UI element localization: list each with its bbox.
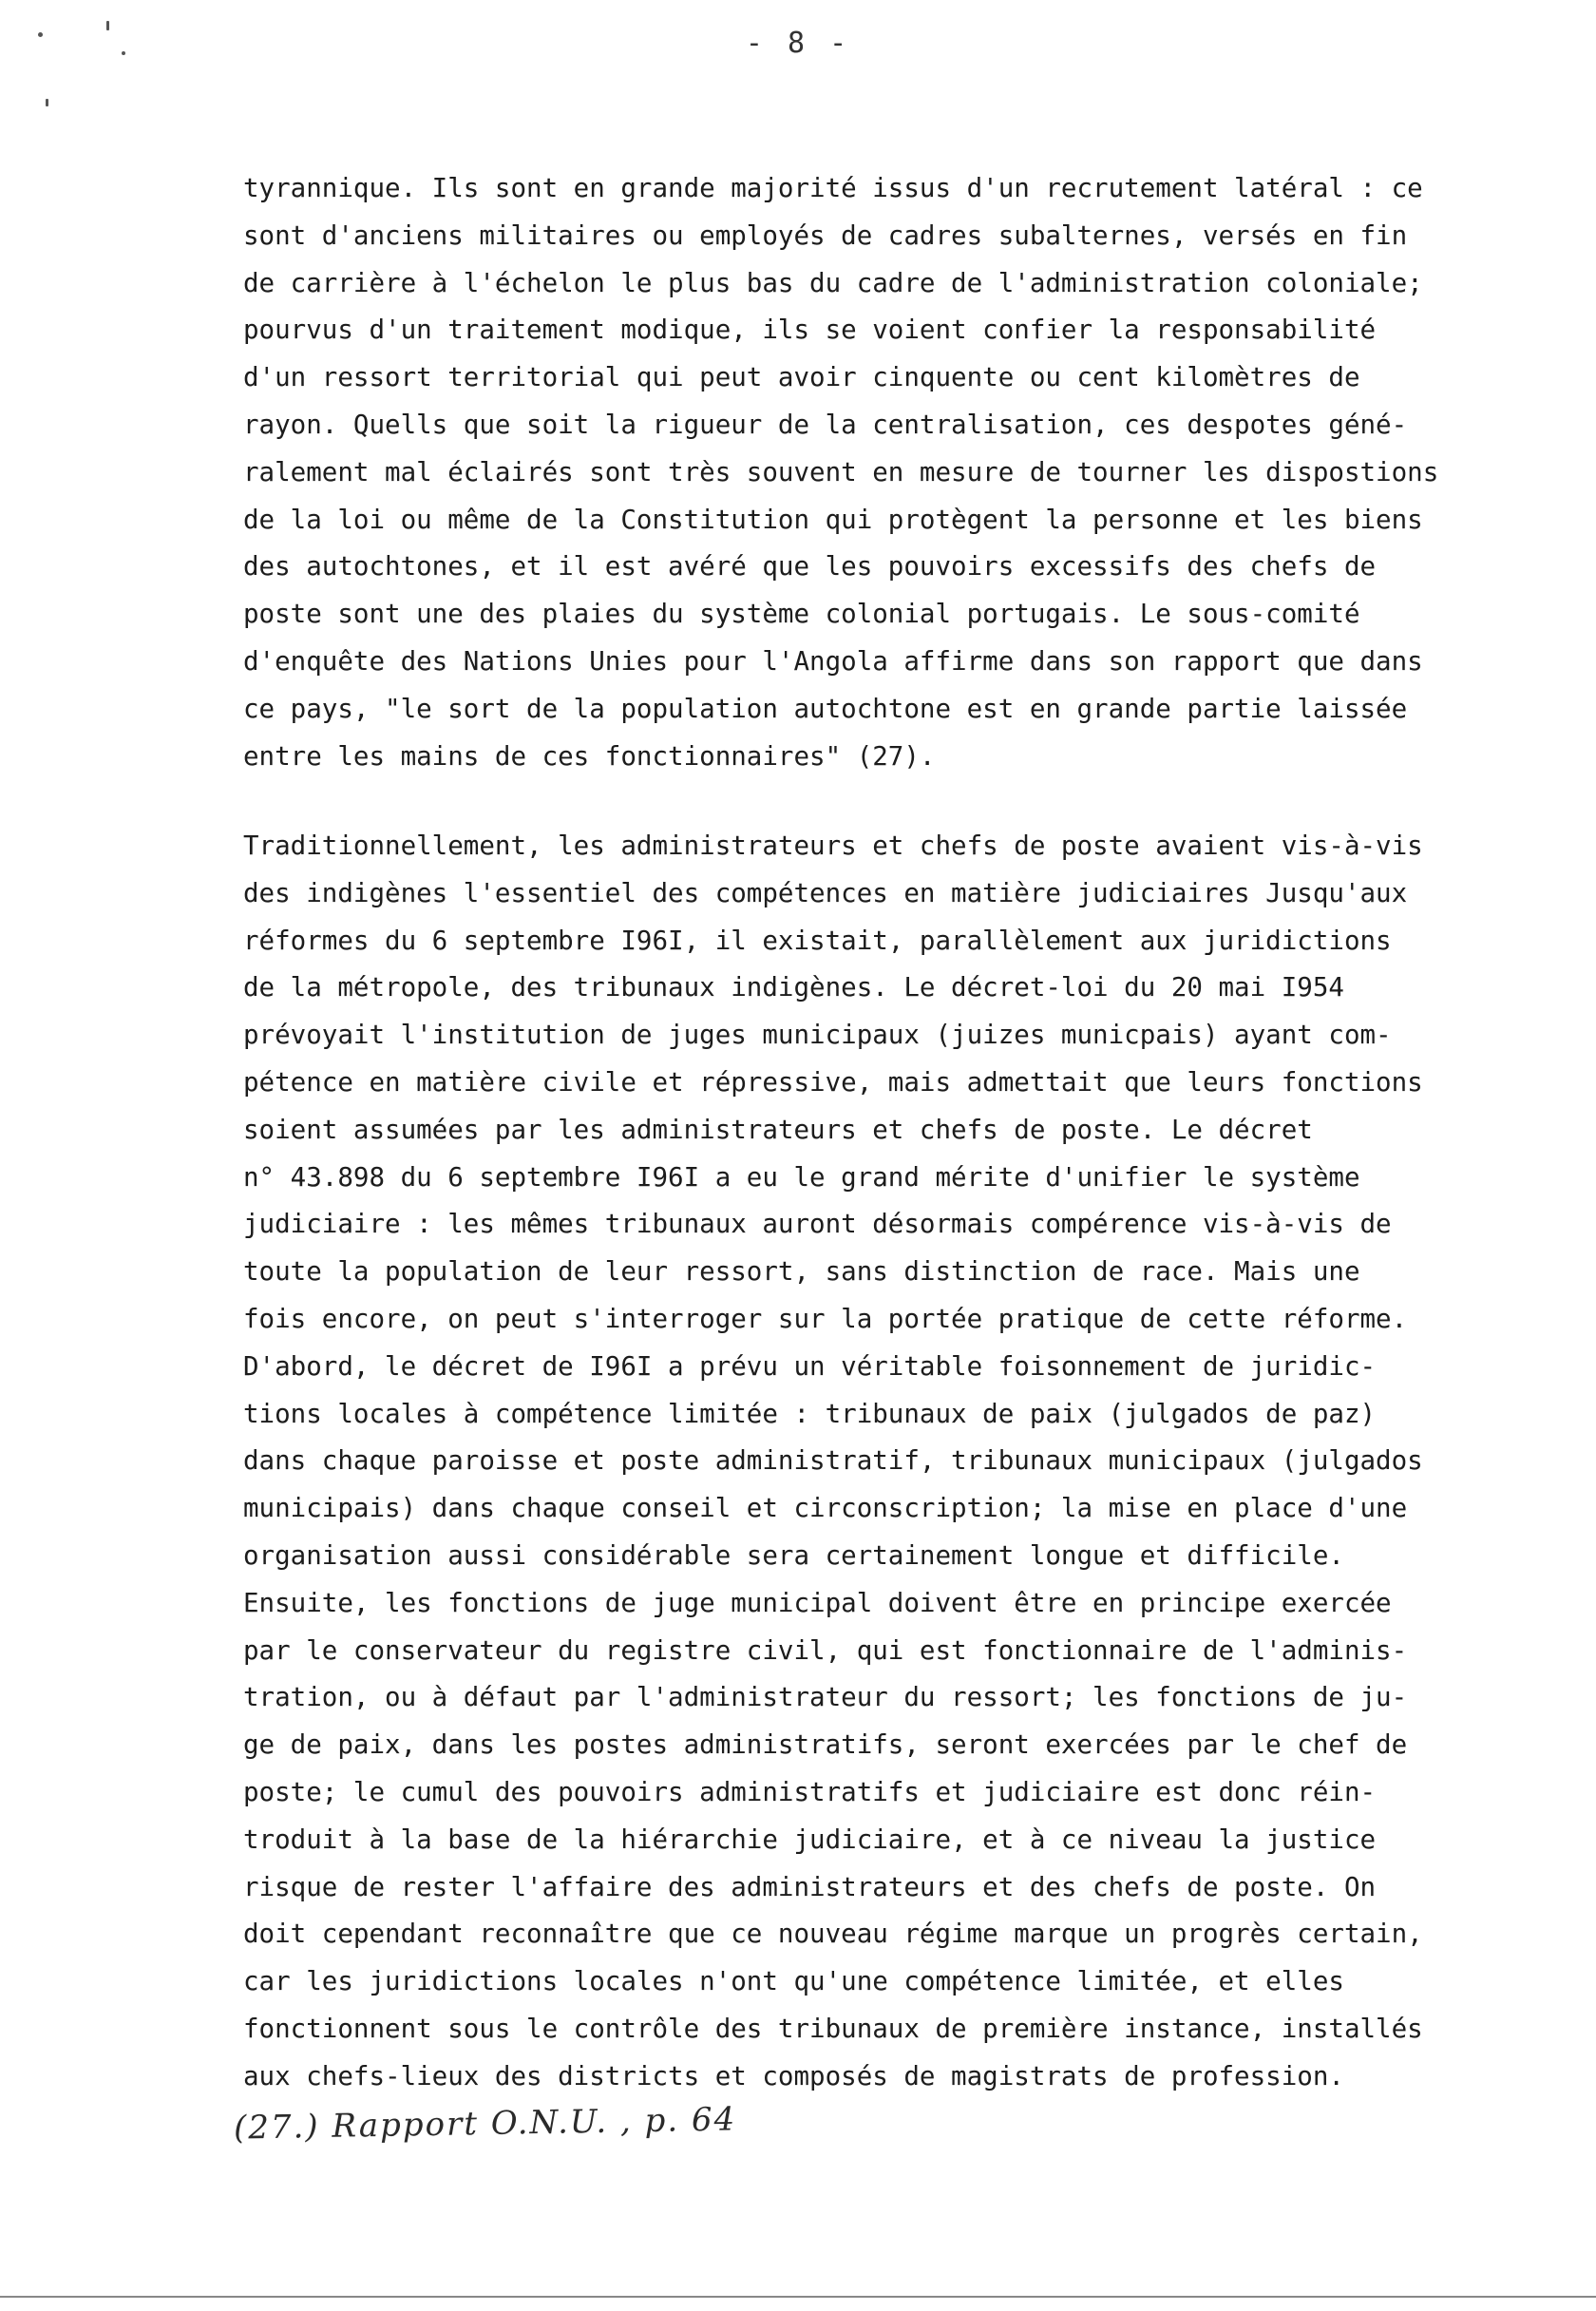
- text-line: doit cependant reconnaître que ce nouveau régime marque un progrès certain,: [243, 1919, 1423, 1950]
- text-line: prévoyait l'institution de juges municipaux (juizes municpais) ayant com-: [243, 1020, 1392, 1051]
- margin-speck: [106, 21, 109, 30]
- text-line: aux chefs-lieux des districts et composés de magistrats de profession.: [243, 2060, 1344, 2091]
- text-line: poste; le cumul des pouvoirs administratifs et judiciaire est donc réin-: [243, 1776, 1377, 1807]
- page-bottom-edge: [0, 2296, 1596, 2298]
- text-line: des autochtones, et il est avéré que les pouvoirs excessifs des chefs de: [243, 551, 1377, 583]
- text-line: des indigènes l'essentiel des compétences en matière judiciaires Jusqu'aux: [243, 877, 1408, 908]
- text-line: d'enquête des Nations Unies pour l'Angola affirme dans son rapport que dans: [243, 645, 1423, 677]
- text-line: D'abord, le décret de I96I a prévu un véritable foisonnement de juridic-: [243, 1350, 1377, 1382]
- handwritten-footnote: (27.) Rapport O.N.U. , p. 64: [233, 2100, 737, 2148]
- text-line: Traditionnellement, les administrateurs et chefs de poste avaient vis-à-vis: [243, 831, 1423, 861]
- text-line: judiciaire : les mêmes tribunaux auront désormais compérence vis-à-vis de: [243, 1209, 1392, 1240]
- paragraph-1: [243, 165, 1573, 780]
- text-line: de carrière à l'échelon le plus bas du cadre de l'administration coloniale;: [243, 267, 1423, 298]
- paragraph-2: [243, 823, 1573, 2101]
- text-line: risque de rester l'affaire des administrateurs et des chefs de poste. On: [243, 1871, 1377, 1902]
- text-line: soient assumées par les administrateurs et chefs de poste. Le décret: [243, 1114, 1313, 1145]
- margin-speck: [46, 99, 48, 106]
- text-line: poste sont une des plaies du système colonial portugais. Le sous-comité: [243, 599, 1360, 630]
- text-line: tyrannique. Ils sont en grande majorité issus d'un recrutement latéral : ce: [243, 173, 1423, 203]
- text-line: réformes du 6 septembre I96I, il existait, parallèlement aux juridictions: [243, 925, 1392, 956]
- page-number: - 8 -: [745, 27, 851, 60]
- text-line: ce pays, "le sort de la population autochtone est en grande partie laissée: [243, 693, 1408, 724]
- text-line: sont d'anciens militaires ou employés de cadres subalternes, versés en fin: [243, 220, 1408, 251]
- text-line: dans chaque paroisse et poste administratif, tribunaux municipaux (julgados: [243, 1445, 1423, 1477]
- margin-speck: [122, 51, 125, 55]
- text-line: Ensuite, les fonctions de juge municipal doivent être en principe exercée: [243, 1587, 1392, 1618]
- text-line: pourvus d'un traitement modique, ils se voient confier la responsabilité: [243, 315, 1377, 346]
- text-line: tration, ou à défaut par l'administrateur du ressort; les fonctions de ju-: [243, 1682, 1408, 1713]
- text-line: ge de paix, dans les postes administratifs, seront exercées par le chef de: [243, 1729, 1408, 1761]
- text-line: par le conservateur du registre civil, qui est fonctionnaire de l'adminis-: [243, 1634, 1408, 1666]
- text-line: rayon. Quells que soit la rigueur de la centralisation, ces despotes géné-: [243, 409, 1408, 440]
- text-line: d'un ressort territorial qui peut avoir cinquente ou cent kilomètres de: [243, 362, 1360, 393]
- text-line: pétence en matière civile et répressive, mais admettait que leurs fonctions: [243, 1066, 1423, 1098]
- text-line: tions locales à compétence limitée : tribunaux de paix (julgados de paz): [243, 1398, 1377, 1429]
- text-line: de la métropole, des tribunaux indigènes. Le décret-loi du 20 mai I954: [243, 972, 1344, 1003]
- text-line: de la loi ou même de la Constitution qui protègent la personne et les biens: [243, 504, 1423, 535]
- text-line: toute la population de leur ressort, sans distinction de race. Mais une: [243, 1256, 1360, 1288]
- text-line: car les juridictions locales n'ont qu'une compétence limitée, et elles: [243, 1966, 1344, 1997]
- text-line: troduit à la base de la hiérarchie judiciaire, et à ce niveau la justice: [243, 1824, 1377, 1855]
- text-line: fonctionnent sous le contrôle des tribunaux de première instance, installés: [243, 2013, 1423, 2044]
- text-line: organisation aussi considérable sera certainement longue et difficile.: [243, 1539, 1344, 1571]
- text-line: entre les mains de ces fonctionnaires" (27).: [243, 740, 936, 772]
- margin-speck: [38, 32, 43, 37]
- text-line: n° 43.898 du 6 septembre I96I a eu le grand mérite d'unifier le système: [243, 1161, 1360, 1193]
- text-line: ralement mal éclairés sont très souvent en mesure de tourner les dispostions: [243, 456, 1439, 487]
- text-line: municipais) dans chaque conseil et circonscription; la mise en place d'une: [243, 1493, 1408, 1524]
- text-line: fois encore, on peut s'interroger sur la portée pratique de cette réforme.: [243, 1303, 1408, 1334]
